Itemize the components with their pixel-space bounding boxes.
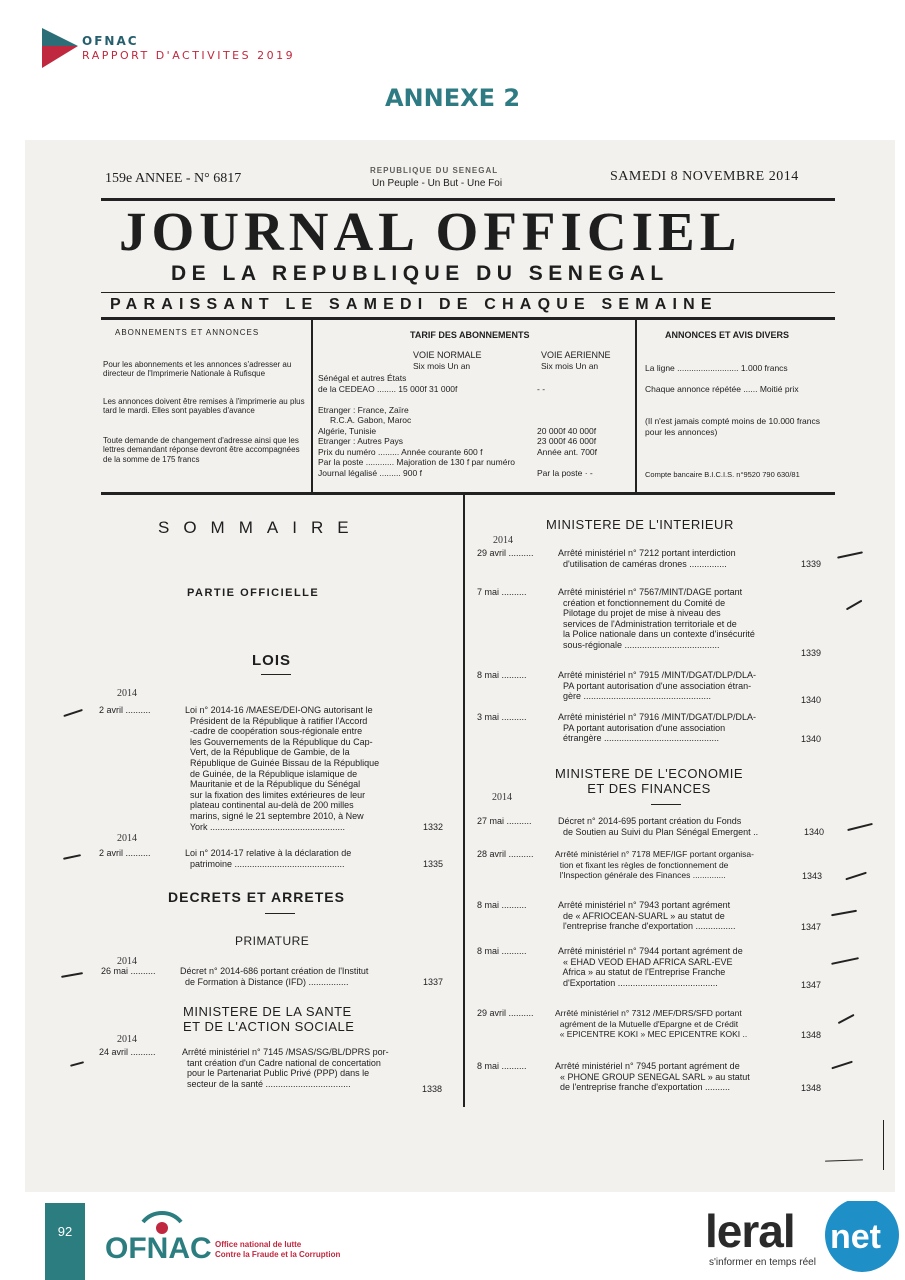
masthead-rule-thin xyxy=(101,292,835,293)
pen-mark xyxy=(63,854,81,859)
entry-date: 29 avril .......... xyxy=(477,548,534,558)
tarif-row: Prix du numéro ......... Année courante 600 f xyxy=(318,446,483,457)
entry-text: Loi n° 2014-17 relative à la déclaration de patrimoine ............................................ xyxy=(185,848,352,869)
entry-year: 2014 xyxy=(117,956,137,967)
subscriptions-title: ABONNEMENTS ET ANNONCES xyxy=(115,328,260,337)
box-rule-bottom xyxy=(101,492,835,495)
annonces-line1: La ligne .......................... 1.000 francs xyxy=(645,363,788,373)
entry-date: 29 avril .......... xyxy=(477,1008,534,1018)
pen-mark xyxy=(845,872,866,880)
entry-year: 2014 xyxy=(492,792,512,803)
decrets-rule xyxy=(265,913,295,914)
annex-title: ANNEXE 2 xyxy=(384,84,521,112)
entry-date: 8 mai .......... xyxy=(477,1061,527,1071)
entry-text: Arrêté ministériel n° 7567/MINT/DAGE portant création et fonctionnement du Comité de Pilotage du projet de mise à niveau des services de l'Administration territoriale et de la Police nationale dans un contexte d'insécurité sous-régionale ...................................... xyxy=(558,587,755,650)
journal-title: JOURNAL OFFICIEL xyxy=(119,201,742,262)
pen-mark xyxy=(837,551,863,558)
tarif-row: Algérie, Tunisie xyxy=(318,425,377,436)
journal-date: SAMEDI 8 NOVEMBRE 2014 xyxy=(610,169,799,184)
entry-text: Arrêté ministériel n° 7915 /MINT/DGAT/DLP/DLA- PA portant autorisation d'une association étran- gère ................................................... xyxy=(558,670,756,702)
tarifs-col-aerienne: VOIE AERIENNE xyxy=(541,350,611,360)
annonces-line2: Chaque annonce répétée ...... Moitié prix xyxy=(645,384,799,394)
entry-date: 26 mai .......... xyxy=(101,966,156,976)
entry-date: 7 mai .......... xyxy=(477,587,527,597)
pen-mark xyxy=(831,910,857,916)
annonces-title: ANNONCES ET AVIS DIVERS xyxy=(665,330,790,340)
journal-subtitle: DE LA REPUBLIQUE DU SENEGAL xyxy=(171,262,669,285)
entry-year: 2014 xyxy=(117,1034,137,1045)
entry-year: 2014 xyxy=(117,688,137,699)
header-brand: OFNAC xyxy=(82,34,139,48)
tarif-row: Etranger : Autres Pays xyxy=(318,436,404,446)
subscriptions-p3: Toute demande de changement d'adresse ainsi que les lettres demandant réponse devront être accompagnées de la somme de 175 francs xyxy=(103,436,300,464)
entry-text: Arrêté ministériel n° 7178 MEF/IGF portant organisa- tion et fixant les règles de fonctionnement de l'Inspection générale des Finances .............. xyxy=(555,849,754,881)
entry-page: 1348 xyxy=(801,1083,822,1093)
scanned-journal-page xyxy=(25,140,895,1192)
entry-date: 8 mai .......... xyxy=(477,946,527,956)
entry-text: Arrêté ministériel n° 7312 /MEF/DRS/SFD portant agrément de la Mutuelle d'Epargne et de Crédit « EPICENTRE KOKI » MEC EPICENTRE KOKI .. xyxy=(555,1008,748,1040)
tarif-row xyxy=(318,394,515,405)
entry-text: Décret n° 2014-686 portant création de l'Institut de Formation à Distance (IFD) ................ xyxy=(180,966,369,987)
partie-officielle: PARTIE OFFICIELLE xyxy=(187,587,320,599)
primature-heading: PRIMATURE xyxy=(235,934,310,948)
entry-page: 1335 xyxy=(423,859,444,869)
ofnac-logo-text: OFNAC xyxy=(105,1232,212,1265)
subscriptions-p1: Pour les abonnements et les annonces s'adresser au directeur de l'Imprimerie Nationale à Rufisque xyxy=(103,360,292,379)
entry-page: 1343 xyxy=(802,871,823,881)
entry-date: 8 mai .......... xyxy=(477,900,527,910)
pen-mark xyxy=(846,600,862,610)
sommaire-column-divider xyxy=(463,495,465,1107)
journal-year-issue: 159e ANNEE - N° 6817 xyxy=(105,171,242,186)
leral-net-logo xyxy=(705,1201,905,1273)
entry-text: Arrêté ministériel n° 7943 portant agrément de « AFRIOCEAN-SUARL » au statut de l'entreprise franche d'exportation ................ xyxy=(558,900,736,932)
tarif-row: Sénégal et autres États xyxy=(318,373,407,383)
pen-mark xyxy=(847,823,873,831)
entry-text: Arrêté ministériel n° 7944 portant agrément de « EHAD VEOD EHAD AFRICA SARL-EVE Africa » au statut de l'Entreprise Franche d'Exportation ........................................ xyxy=(558,946,743,988)
ofnac-triangle-logo-icon xyxy=(42,28,78,68)
box-divider-right xyxy=(635,320,637,492)
tarif-row: Etranger : France, Zaïre xyxy=(318,404,409,415)
entry-page: 1339 xyxy=(801,559,822,569)
tarif-row: Par la poste ............ Majoration de 130 f par numéro xyxy=(318,457,516,467)
entry-text: Arrêté ministériel n° 7945 portant agrément de « PHONE GROUP SENEGAL SARL » au statut de l'entreprise franche d'exportation .......... xyxy=(555,1061,750,1093)
pen-mark xyxy=(63,709,82,717)
page-number: 92 xyxy=(57,1224,73,1239)
entry-text: Arrêté ministériel n° 7916 /MINT/DGAT/DLP/DLA- PA portant autorisation d'une association étrangère .............................................. xyxy=(558,712,756,744)
header-report-title: RAPPORT D'ACTIVITES 2019 xyxy=(82,49,296,62)
tarif-row: R.C.A. Gabon, Maroc xyxy=(330,415,412,425)
pen-mark xyxy=(838,1014,855,1024)
entry-page: 1340 xyxy=(801,734,822,744)
tarif-right-row: 20 000f 40 000f xyxy=(537,425,597,436)
tarifs-sub-aerienne: Six mois Un an xyxy=(541,361,599,371)
tarifs-col-normale: VOIE NORMALE xyxy=(413,350,482,360)
entry-page: 1347 xyxy=(801,922,822,932)
entry-year: 2014 xyxy=(493,535,513,546)
entry-date: 24 avril .......... xyxy=(99,1047,156,1057)
lois-heading: LOIS xyxy=(252,652,292,669)
annonces-account: Compte bancaire B.I.C.I.S. n°9520 790 630/81 xyxy=(645,470,800,479)
tarifs-rows xyxy=(318,373,515,478)
ministere-economie-heading: MINISTERE DE L'ECONOMIE ET DES FINANCES xyxy=(555,766,744,796)
journal-motto: Un Peuple - Un But - Une Foi xyxy=(372,178,503,189)
pen-mark xyxy=(61,972,83,977)
footer-page-bar xyxy=(45,1203,85,1280)
tarifs-right-rows xyxy=(537,373,597,478)
journal-frequency: PARAISSANT LE SAMEDI DE CHAQUE SEMAINE xyxy=(110,296,718,313)
entry-page: 1348 xyxy=(801,1030,822,1040)
leral-tagline: s'informer en temps réel xyxy=(709,1257,816,1268)
entry-year: 2014 xyxy=(117,833,137,844)
annonces-line3: (Il n'est jamais compté moins de 10.000 francs pour les annonces) xyxy=(645,416,821,437)
entry-date: 2 avril .......... xyxy=(99,848,151,858)
entry-date: 2 avril .......... xyxy=(99,705,151,715)
entry-text: Arrêté ministériel n° 7212 portant interdiction d'utilisation de caméras drones ............... xyxy=(558,548,736,569)
entry-text: Arrêté ministériel n° 7145 /MSAS/SG/BL/DPRS por- tant création d'un Cadre national de concertation pour le Partenariat Public Privé (PPP) dans le secteur de la santé .................................. xyxy=(182,1047,389,1089)
pen-mark xyxy=(825,1159,863,1161)
pen-mark xyxy=(831,1061,852,1069)
subscriptions-p2: Les annonces doivent être remises à l'imprimerie au plus tard le mardi. Elles sont payables d'avance xyxy=(103,397,305,416)
economie-rule xyxy=(651,804,681,805)
entry-date: 3 mai .......... xyxy=(477,712,527,722)
entry-text: Loi n° 2014-16 /MAESE/DEI-ONG autorisant le Président de la République à ratifier l'Accord -cadre de coopération sous-régionale entre les Gouvernements de la République du Cap- Vert, de la République de Gambie, de la République de Guinée Bissau de la République de Guinée, de la République islamique de Mauritanie et de la République du Sénégal sur la fixation des limites extérieures de leur plateau continental au-delà de 200 milles marins, signé le 21 septembre 2010, à New York ...................................................... xyxy=(185,705,380,832)
tarif-right-row xyxy=(537,415,597,426)
tarif-right-row xyxy=(537,405,597,416)
ministere-interieur-heading: MINISTERE DE L'INTERIEUR xyxy=(546,517,734,532)
ministere-sante-heading: MINISTERE DE LA SANTE ET DE L'ACTION SOCIALE xyxy=(183,1004,355,1034)
pen-mark xyxy=(831,957,859,964)
tarif-right-row: Année ant. 700f xyxy=(537,446,598,457)
tarif-right-row xyxy=(537,457,597,468)
leral-net-text: net xyxy=(830,1218,881,1256)
leral-logo-text: leral xyxy=(705,1205,795,1257)
entry-date: 28 avril .......... xyxy=(477,849,534,859)
entry-text: Décret n° 2014-695 portant création du Fonds de Soutien au Suivi du Plan Sénégal Emergent .. xyxy=(558,816,759,837)
lois-rule xyxy=(261,674,291,675)
decrets-heading: DECRETS ET ARRETES xyxy=(168,889,345,905)
entry-page: 1340 xyxy=(804,827,825,837)
entry-page: 1347 xyxy=(801,980,822,990)
tarif-right-row: Par la poste · - xyxy=(537,467,593,478)
sommaire-title: SOMMAIRE xyxy=(158,518,363,537)
entry-page: 1337 xyxy=(423,977,444,987)
tarifs-title: TARIF DES ABONNEMENTS xyxy=(410,330,530,340)
entry-page: 1338 xyxy=(422,1084,443,1094)
tarif-row: Journal légalisé ......... 900 f xyxy=(318,467,422,478)
journal-republic-header: REPUBLIQUE DU SENEGAL xyxy=(370,166,499,175)
masthead-rule-bottom xyxy=(101,317,835,320)
tarif-right-row: 23 000f 46 000f xyxy=(537,436,597,446)
ofnac-logo xyxy=(105,1208,345,1268)
ofnac-tagline-1: Office national de lutte xyxy=(215,1240,302,1249)
tarif-right-row: - - xyxy=(537,383,546,394)
tarif-row: de la CEDEAO ........ 15 000f 31 000f xyxy=(318,383,458,394)
tarif-right-row xyxy=(537,394,597,405)
box-divider-left xyxy=(311,320,313,492)
scan-edge-mark xyxy=(883,1120,884,1170)
entry-page: 1339 xyxy=(801,648,822,658)
entry-page: 1332 xyxy=(423,822,444,832)
tarifs-sub-normale: Six mois Un an xyxy=(413,361,471,371)
entry-page: 1340 xyxy=(801,695,822,705)
ofnac-tagline-2: Contre la Fraude et la Corruption xyxy=(215,1250,341,1259)
entry-date: 27 mai .......... xyxy=(477,816,532,826)
tarif-right-row xyxy=(537,373,597,384)
pen-mark xyxy=(70,1061,84,1066)
entry-date: 8 mai .......... xyxy=(477,670,527,680)
